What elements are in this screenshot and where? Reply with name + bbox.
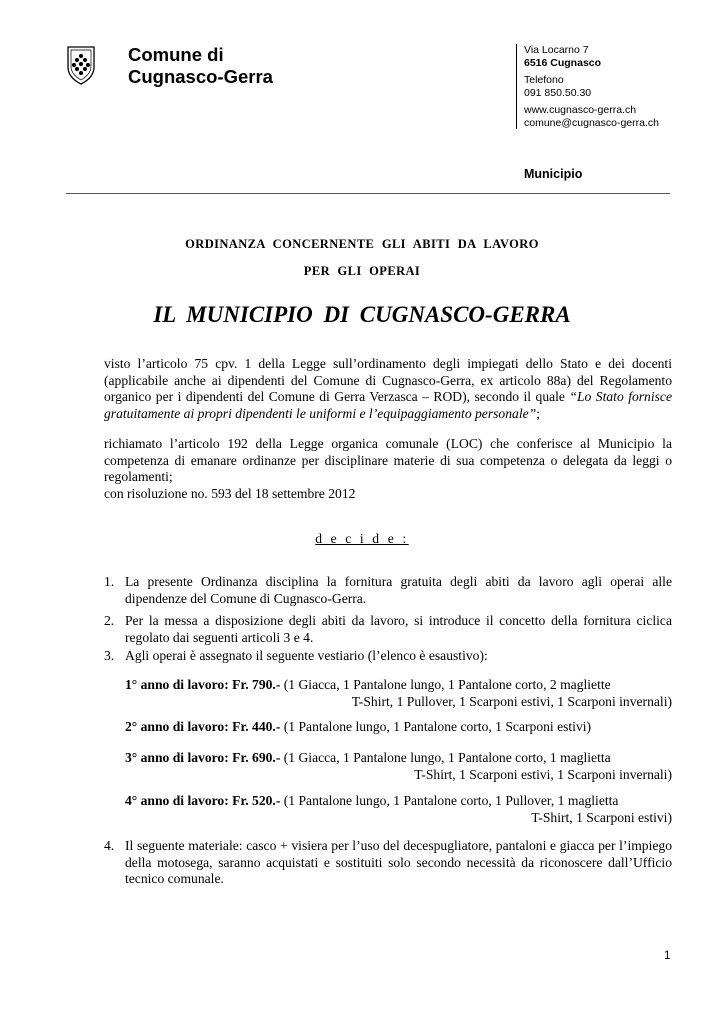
year-label: 3° anno di lavoro: Fr. 690.-	[125, 750, 281, 765]
year-items-continued: T-Shirt, 1 Scarponi estivi, 1 Scarponi invernali)	[414, 766, 672, 782]
website: www.cugnasco-gerra.ch	[524, 104, 637, 116]
ordinance-title-line1: ORDINANZA CONCERNENTE GLI ABITI DA LAVORO	[185, 237, 539, 251]
decide-heading: d e c i d e :	[315, 531, 409, 546]
list-item	[104, 648, 672, 665]
year-allocation	[125, 677, 672, 710]
list-item-text: La presente Ordinanza disciplina la fornitura gratuita degli abiti da lavoro agli operai alle dipendenze del Comune di Cugnasco-Gerra.	[125, 574, 672, 606]
year-items-continued: T-Shirt, 1 Pullover, 1 Scarponi estivi, 1 Scarponi invernali)	[351, 693, 672, 709]
page-number: 1	[664, 950, 671, 962]
year-items: (1 Giacca, 1 Pantalone lungo, 1 Pantalone corto, 2 magliette	[280, 677, 611, 692]
list-item	[104, 574, 672, 607]
preamble-paragraph-2: richiamato l’articolo 192 della Legge organica comunale (LOC) che conferisce al Municipio la competenza di emanare ordinanze per disciplinare materie di sua competenza o delegata da leggi o regolamenti;	[104, 436, 672, 485]
preamble-1-text: visto l’articolo 75 cpv. 1 della Legge sull’ordinamento degli impiegati dello Stato e dei docenti (applicabile anche ai dipendenti del Comune di Cugnasco-Gerra, ex articolo 88a) del Regolamento organico per i dipendenti del Comune di Gerra Verzasca – ROD), secondo il quale	[104, 356, 672, 405]
year-items: (1 Giacca, 1 Pantalone lungo, 1 Pantalone corto, 1 maglietta	[280, 750, 611, 765]
phone-label: Telefono	[524, 74, 564, 86]
year-items: (1 Pantalone lungo, 1 Pantalone corto, 1 Scarponi estivi)	[280, 719, 592, 734]
list-item-text: Il seguente materiale: casco + visiera per l’uso del decespugliatore, pantaloni e giacca per l’impiego della motosega, saranno acquistati e sostituiti solo secondo necessità da riconoscere dall’Ufficio tecnico comunale.	[125, 838, 672, 887]
list-item-text: Agli operai è assegnato il seguente vestiario (l’elenco è esaustivo):	[125, 648, 488, 663]
list-item-number: 1.	[104, 574, 115, 589]
preamble-1-quote: “Lo Stato fornisce gratuitamente ai propri dipendenti le uniformi e l’equipaggiamento personale”	[104, 389, 672, 421]
ordinance-title-line2: PER GLI OPERAI	[303, 264, 421, 278]
year-items-continued: T-Shirt, 1 Scarponi estivi)	[531, 809, 672, 825]
list-item-number: 3.	[104, 648, 115, 663]
year-allocation	[125, 750, 672, 783]
resolution-line: con risoluzione no. 593 del 18 settembre 2012	[104, 486, 356, 501]
page-heading: IL MUNICIPIO DI CUGNASCO-GERRA	[153, 302, 571, 327]
year-label: 4° anno di lavoro: Fr. 520.-	[125, 793, 281, 808]
list-item-number: 4.	[104, 838, 115, 853]
contact-block	[516, 44, 674, 129]
org-line1: Comune di	[128, 44, 224, 65]
list-item-text: Per la messa a disposizione degli abiti da lavoro, si introduce il concetto della fornitura ciclica regolato dai seguenti articoli 3 e 4.	[125, 613, 672, 645]
municipality-name	[128, 44, 273, 88]
preamble-paragraph-1	[104, 356, 672, 422]
department-label: Municipio	[524, 167, 583, 181]
year-allocation	[125, 719, 672, 736]
year-label: 2° anno di lavoro: Fr. 440.-	[125, 719, 281, 734]
address-city: 6516 Cugnasco	[524, 56, 602, 69]
org-line2: Cugnasco-Gerra	[128, 66, 273, 87]
list-item-number: 2.	[104, 613, 115, 628]
year-items: (1 Pantalone lungo, 1 Pantalone corto, 1 Pullover, 1 maglietta	[280, 793, 619, 808]
list-item	[104, 613, 672, 646]
coat-of-arms-icon	[66, 45, 96, 85]
email: comune@cugnasco-gerra.ch	[524, 116, 659, 129]
phone-number: 091 850.50.30	[524, 86, 592, 99]
address-street: Via Locarno 7	[524, 44, 589, 56]
list-item	[104, 838, 672, 888]
preamble-1-end: ;	[536, 405, 540, 421]
year-label: 1° anno di lavoro: Fr. 790.-	[125, 677, 281, 692]
header-divider	[66, 193, 670, 194]
year-allocation	[125, 793, 672, 826]
